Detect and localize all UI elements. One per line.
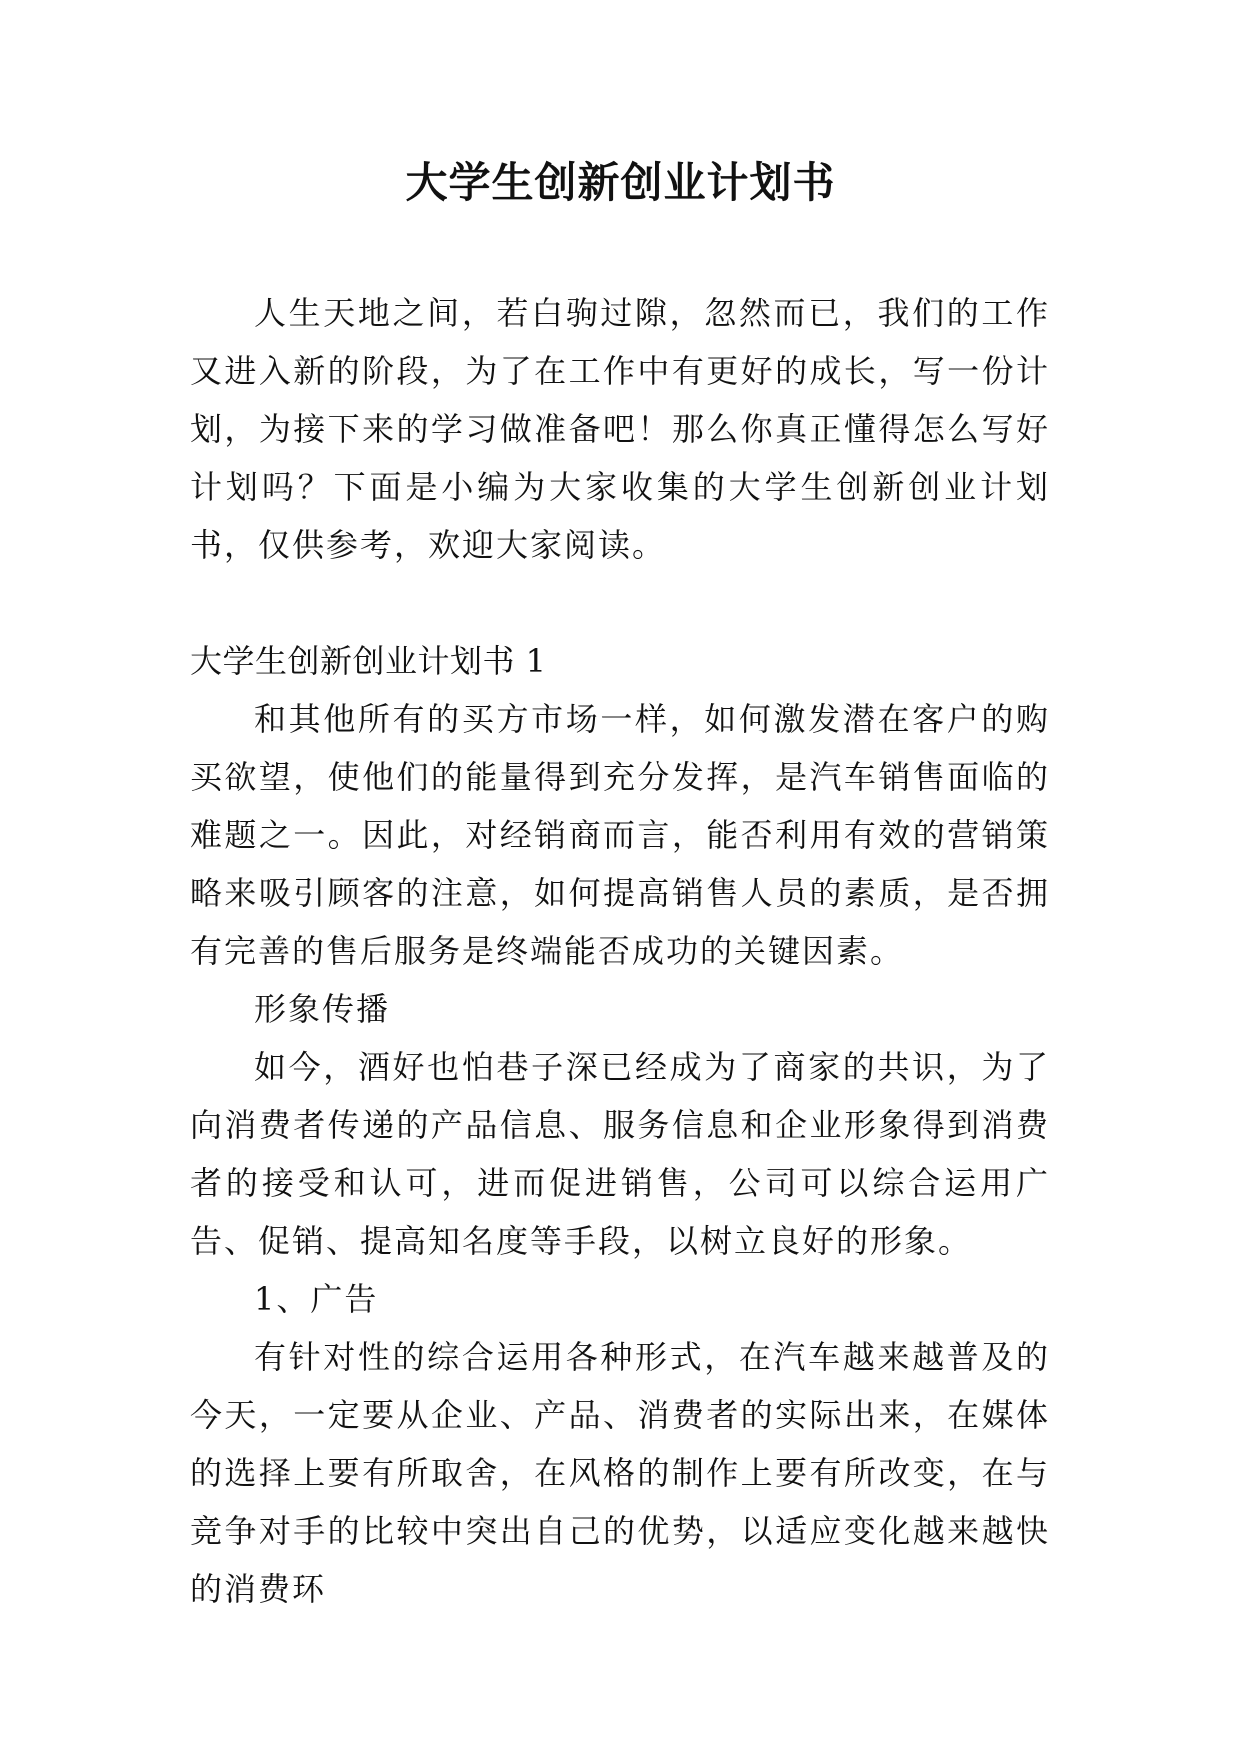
document-title: 大学生创新创业计划书 — [405, 158, 836, 207]
section1-paragraph-3: 有针对性的综合运用各种形式，在汽车越来越普及的今天，一定要从企业、产品、消费者的实际出来，在媒体的选择上要有所取舍，在风格的制作上要有所改变，在与竞争对手的比较中突出自己的优势，以适应变化越来越快的消费环 — [190, 1338, 1050, 1608]
section1-subheading: 形象传播 — [254, 990, 391, 1028]
section-heading-1: 大学生创新创业计划书 1 — [190, 642, 547, 680]
section1-item-advertising: 1、广告 — [254, 1280, 379, 1318]
section1-paragraph-1: 和其他所有的买方市场一样，如何激发潜在客户的购买欲望，使他们的能量得到充分发挥，是汽车销售面临的难题之一。因此，对经销商而言，能否利用有效的营销策略来吸引顾客的注意，如何提高销售人员的素质，是否拥有完善的售后服务是终端能否成功的关键因素。 — [190, 700, 1050, 970]
paragraph-spacer — [190, 574, 1050, 632]
section1-paragraph-2: 如今，酒好也怕巷子深已经成为了商家的共识，为了向消费者传递的产品信息、服务信息和企业形象得到消费者的接受和认可，进而促进销售，公司可以综合运用广告、促销、提高知名度等手段，以树立良好的形象。 — [190, 1048, 1050, 1260]
intro-paragraph: 人生天地之间，若白驹过隙，忽然而已，我们的工作又进入新的阶段，为了在工作中有更好的成长，写一份计划，为接下来的学习做准备吧！那么你真正懂得怎么写好计划吗？下面是小编为大家收集的大学生创新创业计划书，仅供参考，欢迎大家阅读。 — [190, 294, 1050, 564]
document-body — [190, 284, 1050, 1618]
